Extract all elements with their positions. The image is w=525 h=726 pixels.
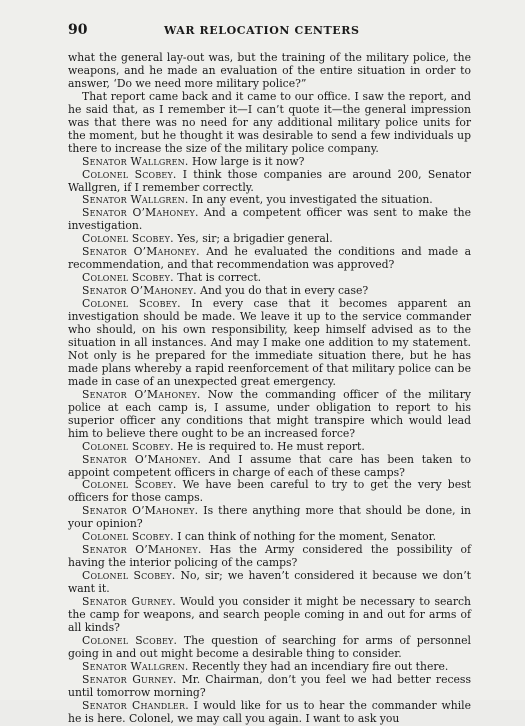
speaker-name: Senator O’Mahoney. — [82, 452, 202, 466]
speaker-name: Colonel Scobey. — [82, 530, 174, 544]
speaker-name: Colonel Scobey. — [82, 478, 177, 492]
paragraph-text: How large is it now? — [188, 154, 305, 168]
speaker-name: Senator Wallgren. — [82, 193, 189, 207]
paragraph-text: Is there anything more that should be done, in your opinion? — [68, 504, 472, 531]
speaker-name: Colonel Scobey. — [82, 569, 176, 583]
speaker-name: Colonel Scobey. — [82, 271, 174, 285]
speaker-name: Senator Gurney. — [82, 672, 177, 686]
paragraph — [68, 298, 471, 389]
running-header-title: WAR RELOCATION CENTERS — [164, 24, 360, 37]
paragraph — [68, 479, 471, 505]
paragraph — [68, 52, 471, 91]
paragraph-text: And he evaluated the conditions and made a recommendation, and that recommendation was approved? — [68, 245, 472, 272]
speaker-name: Senator O’Mahoney. — [82, 284, 197, 298]
paragraph-text: In every case that it becomes apparent an investigation should be made. We leave it up to the service commander who should, on his own responsibility, keep himself advised as to the situation in all instances. And may I make one addition to my statement. Not only is he prepared for the immediate situation there, but he has made plans whereby a rapid reenforcement of that military police can be made in case of an unexpected great emergency. — [68, 297, 471, 388]
paragraph — [68, 674, 471, 700]
paragraph-text: We have been careful to try to get the very best officers for those camps. — [68, 478, 471, 505]
paragraph — [68, 635, 471, 661]
speaker-name: Colonel Scobey. — [82, 167, 177, 181]
speaker-name: Senator O’Mahoney. — [82, 206, 199, 220]
speaker-name: Colonel Scobey. — [82, 232, 174, 246]
paragraph — [68, 207, 471, 233]
paragraph-text: And I assume that care has been taken to appoint competent officers in charge of each of these camps? — [68, 452, 471, 479]
speaker-name: Senator Wallgren. — [82, 154, 189, 168]
paragraph — [68, 389, 471, 441]
paragraph-text: Now the commanding officer of the military police at each camp is, I assume, under obligation to report to his superior officer any conditions that might transpire which would lead him to believe there ought to be an increased force? — [68, 387, 472, 440]
paragraph-text: I think those companies are around 200, Senator Wallgren, if I remember correctly. — [68, 167, 471, 194]
paragraph-text: what the general lay-out was, but the training of the military police, the weapons, and he made an evaluation of the entire situation in order to answer, ‘Do we need more military police?” — [68, 51, 471, 90]
speaker-name: Senator O’Mahoney. — [82, 543, 202, 557]
paragraph — [68, 700, 471, 726]
paragraph-text: And you do that in every case? — [196, 284, 369, 298]
paragraph-text: I can think of nothing for the moment, Senator. — [173, 530, 437, 544]
paragraph-text: And a competent officer was sent to make the investigation. — [68, 206, 471, 233]
body-text — [68, 52, 471, 726]
paragraph — [68, 246, 471, 272]
speaker-name: Senator Wallgren. — [82, 659, 189, 673]
speaker-name: Senator O’Mahoney. — [82, 245, 200, 259]
paragraph-text: Has the Army considered the possibility of having the interior policing of the camps? — [68, 543, 471, 570]
speaker-name: Senator O’Mahoney. — [82, 387, 201, 401]
paragraph-text: Would you consider it might be necessary to search the camp for weapons, and search people coming in and out for arms of all kinds? — [68, 595, 472, 634]
paragraph-text: Mr. Chairman, don’t you feel we had better recess until tomorrow morning? — [68, 672, 471, 699]
paragraph — [68, 596, 471, 635]
paragraph-text: I would like for us to hear the commander while he is here. Colonel, we may call you again. I want to ask you — [68, 698, 471, 725]
paragraph — [68, 544, 471, 570]
paragraph-text: In any event, you investigated the situation. — [188, 193, 433, 207]
speaker-name: Senator Chandler. — [82, 698, 189, 712]
paragraph-text: He is required to. He must report. — [173, 439, 365, 453]
paragraph-text: Yes, sir; a brigadier general. — [173, 232, 333, 246]
paragraph-text: The question of searching for arms of personnel going in and out might become a desirable thing to consider. — [68, 633, 471, 660]
speaker-name: Colonel Scobey. — [82, 633, 178, 647]
paragraph — [68, 454, 471, 480]
speaker-name: Colonel Scobey. — [82, 297, 181, 311]
speaker-name: Senator O’Mahoney. — [82, 504, 199, 518]
speaker-name: Colonel Scobey. — [82, 439, 174, 453]
paragraph-text: That is correct. — [173, 271, 262, 285]
paragraph-text: That report came back and it came to our office. I saw the report, and he said that, as I remember it—I can’t quote it—the general impression was that there was no need for any additional military police units for the moment, but he thought it was desirable to send a few individuals up there to increase the size of the military police company. — [68, 89, 471, 155]
page-number: 90 — [68, 22, 88, 38]
paragraph — [68, 169, 471, 195]
paragraph-text: Recently they had an incendiary fire out there. — [188, 659, 449, 673]
running-head — [68, 22, 471, 46]
paragraph — [68, 570, 471, 596]
paragraph — [68, 91, 471, 156]
paragraph — [68, 505, 471, 531]
speaker-name: Senator Gurney. — [82, 595, 176, 609]
paragraph-text: No, sir; we haven’t considered it because we don’t want it. — [68, 569, 471, 596]
